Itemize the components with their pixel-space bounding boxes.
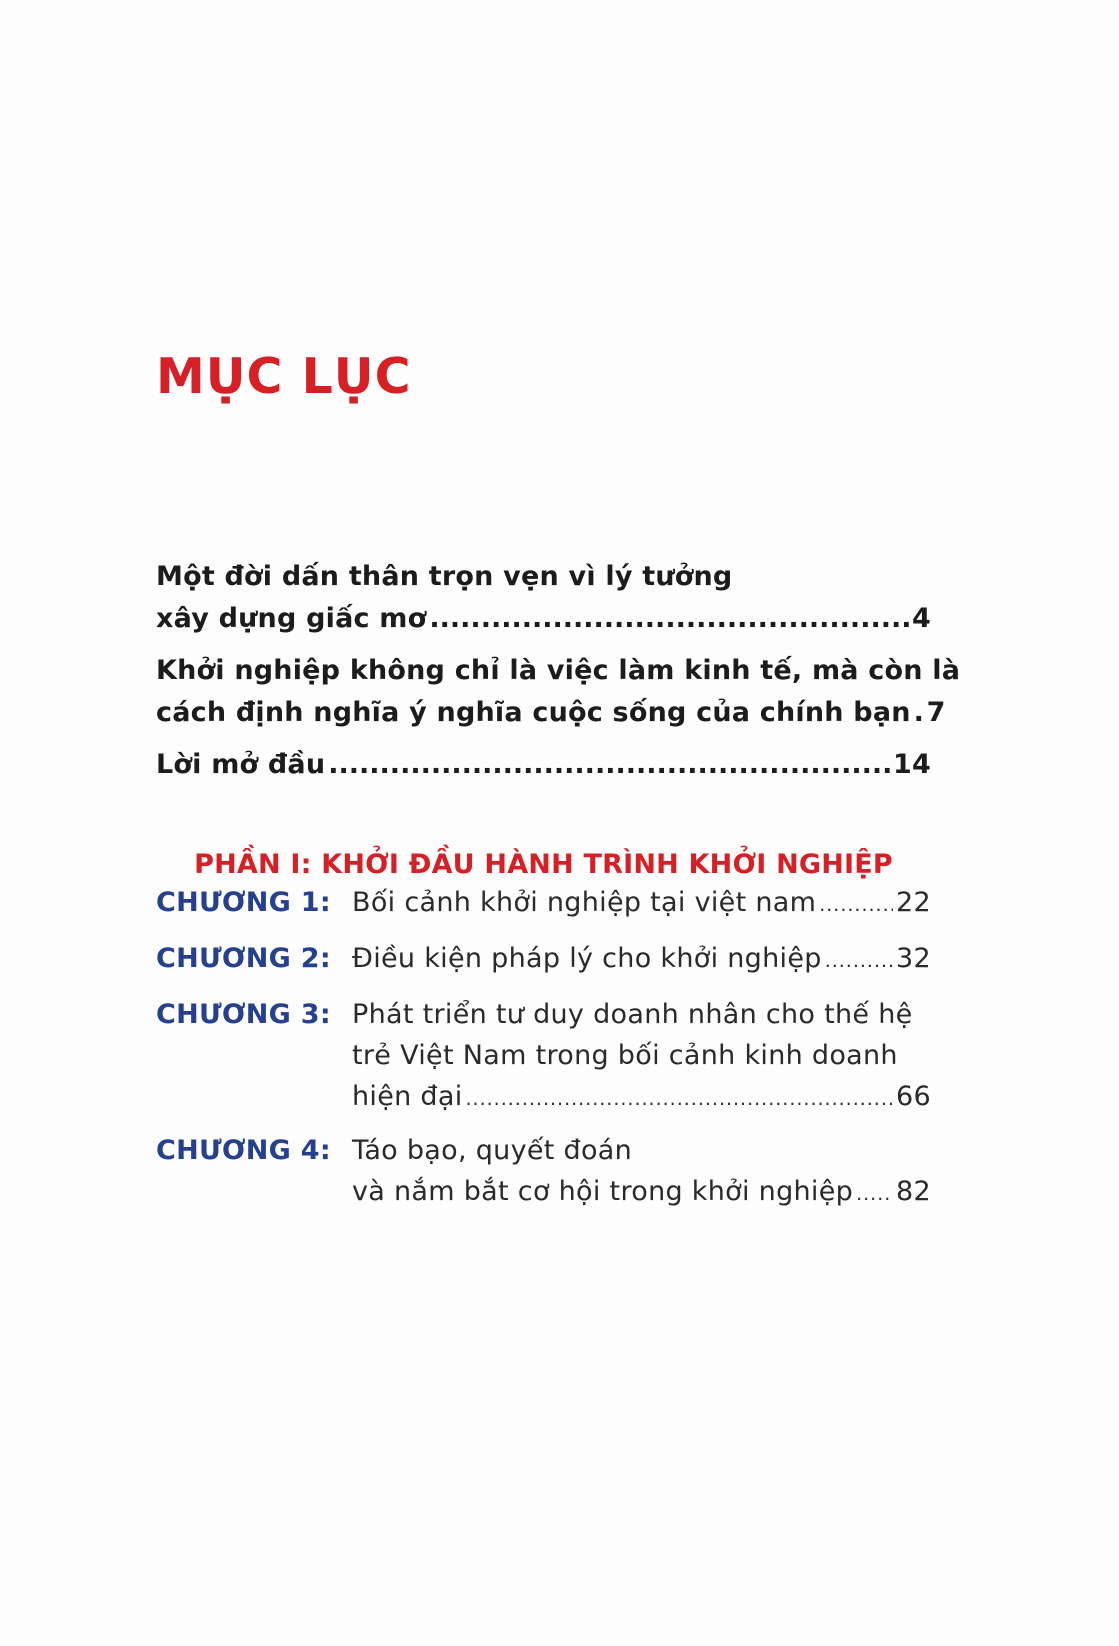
- dot-leader: [914, 692, 924, 734]
- dot-leader: [466, 1076, 894, 1120]
- page-number: 22: [896, 887, 931, 918]
- dot-leader: [856, 1171, 893, 1215]
- toc-entry-line: hiện đại ..... 66: [352, 1076, 931, 1120]
- toc-entry-line: Táo bạo, quyết đoán: [352, 1135, 633, 1166]
- toc-entry-introduction[interactable]: [156, 744, 931, 786]
- toc-entry-line: Bối cảnh khởi nghiệp tại việt nam ..... 22: [352, 882, 931, 926]
- toc-entry-dedication[interactable]: [156, 556, 931, 640]
- toc-entry-line: Điều kiện pháp lý cho khởi nghiệp ..... 32: [352, 938, 931, 982]
- page-number: 32: [896, 943, 931, 974]
- page-number: 7: [926, 697, 946, 728]
- chapter-label: CHƯƠNG 1:: [156, 887, 331, 918]
- dot-leader: [429, 598, 909, 640]
- toc-entry-line: và nắm bắt cơ hội trong khởi nghiệp ..... 82: [352, 1171, 931, 1215]
- toc-entry-line: Phát triển tư duy doanh nhân cho thế hệ: [352, 999, 913, 1030]
- toc-entry-line: trẻ Việt Nam trong bối cảnh kinh doanh: [352, 1040, 898, 1071]
- page-number: 66: [896, 1081, 931, 1112]
- chapter-label: CHƯƠNG 3:: [156, 999, 331, 1030]
- page-number: 14: [893, 749, 931, 780]
- toc-entry-line: cách định nghĩa ý nghĩa cuộc sống của chính bạn ..... 7: [156, 692, 931, 734]
- page-number: 4: [912, 603, 931, 634]
- part-heading: PHẦN I: KHỞI ĐẦU HÀNH TRÌNH KHỞI NGHIỆP: [194, 849, 893, 880]
- dot-leader: [819, 882, 893, 926]
- chapter-label: CHƯƠNG 2:: [156, 943, 331, 974]
- dot-leader: [825, 938, 893, 982]
- toc-entry-line: Một đời dấn thân trọn vẹn vì lý tưởng: [156, 561, 733, 592]
- page-title: MỤC LỤC: [156, 348, 412, 405]
- toc-entry-line: xây dựng giấc mơ ..... 4: [156, 598, 931, 640]
- toc-entry-foreword[interactable]: [156, 650, 961, 734]
- toc-entry-line: Lời mở đầu ..... 14: [156, 744, 931, 786]
- toc-entry-line: Khởi nghiệp không chỉ là việc làm kinh tế, mà còn là: [156, 655, 961, 686]
- dot-leader: [328, 744, 890, 786]
- chapter-label: CHƯƠNG 4:: [156, 1135, 331, 1166]
- page-number: 82: [896, 1176, 931, 1207]
